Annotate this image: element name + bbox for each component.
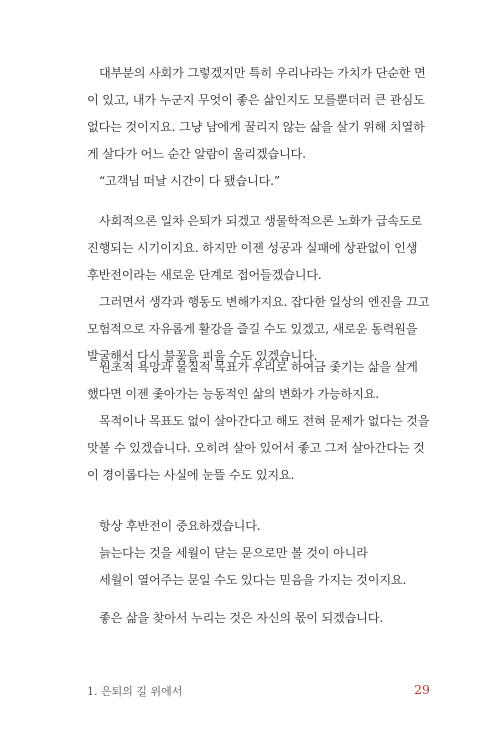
text-block-4 bbox=[87, 513, 430, 594]
paragraph: 대부분의 사회가 그렇겠지만 특히 우리나라는 가치가 단순한 면이 있고, 내가 누군지 무엇이 좋은 삶인지도 모를뿐더러 큰 관심도 없다는 것이지요. 그냥 남에게 꿀리지 않는 삶을 살기 위해 치열하게 살다가 어느 순간 알람이 울리겠습니다. bbox=[87, 66, 426, 161]
paragraph: 좋은 삶을 찾아서 누리는 것은 자신의 몫이 되겠습니다. bbox=[99, 611, 384, 625]
paragraph: 항상 후반전이 중요하겠습니다. bbox=[99, 519, 261, 533]
paragraph: 원초적 욕망과 물질적 목표가 우리로 하여금 좇기는 삶을 살게 했다면 이젠 좇아가는 능동적인 삶의 변화가 가능하지요. bbox=[87, 360, 418, 401]
text-block-1 bbox=[87, 60, 430, 195]
paragraph: 세월이 열어주는 문일 수도 있다는 믿음을 가지는 것이지요. bbox=[99, 573, 407, 587]
text-block-2 bbox=[87, 208, 430, 370]
paragraph: 그러면서 생각과 행동도 변해가지요. 잡다한 일상의 엔진을 끄고 모험적으로 자유롭게 활강을 즐길 수도 있겠고, 새로운 동력원을 발굴해서 다시 불꽃을 피울 수도 있겠습니다. bbox=[87, 295, 430, 363]
paragraph: 늙는다는 것을 세월이 닫는 문으로만 볼 것이 아니라 bbox=[99, 546, 368, 560]
page-footer bbox=[87, 683, 430, 701]
paragraph: 목적이나 목표도 없이 살아간다고 해도 전혀 문제가 없다는 것을 맛볼 수 있겠습니다. 오히려 살아 있어서 좋고 그저 살아간다는 것이 경이롭다는 사실에 눈뜰 수도 있지요. bbox=[87, 414, 430, 482]
text-block-5 bbox=[87, 605, 430, 632]
paragraph: 사회적으론 일차 은퇴가 되겠고 생물학적으론 노화가 급속도로 진행되는 시기이지요. 하지만 이젠 성공과 실패에 상관없이 인생 후반전이라는 새로운 단계로 접어들겠습니다. bbox=[87, 214, 422, 282]
paragraph: “고객님 떠날 시간이 다 됐습니다.” bbox=[99, 174, 280, 188]
chapter-title: 1. 은퇴의 길 위에서 bbox=[87, 685, 183, 698]
page-number: 29 bbox=[414, 682, 430, 697]
text-block-3 bbox=[87, 354, 430, 489]
